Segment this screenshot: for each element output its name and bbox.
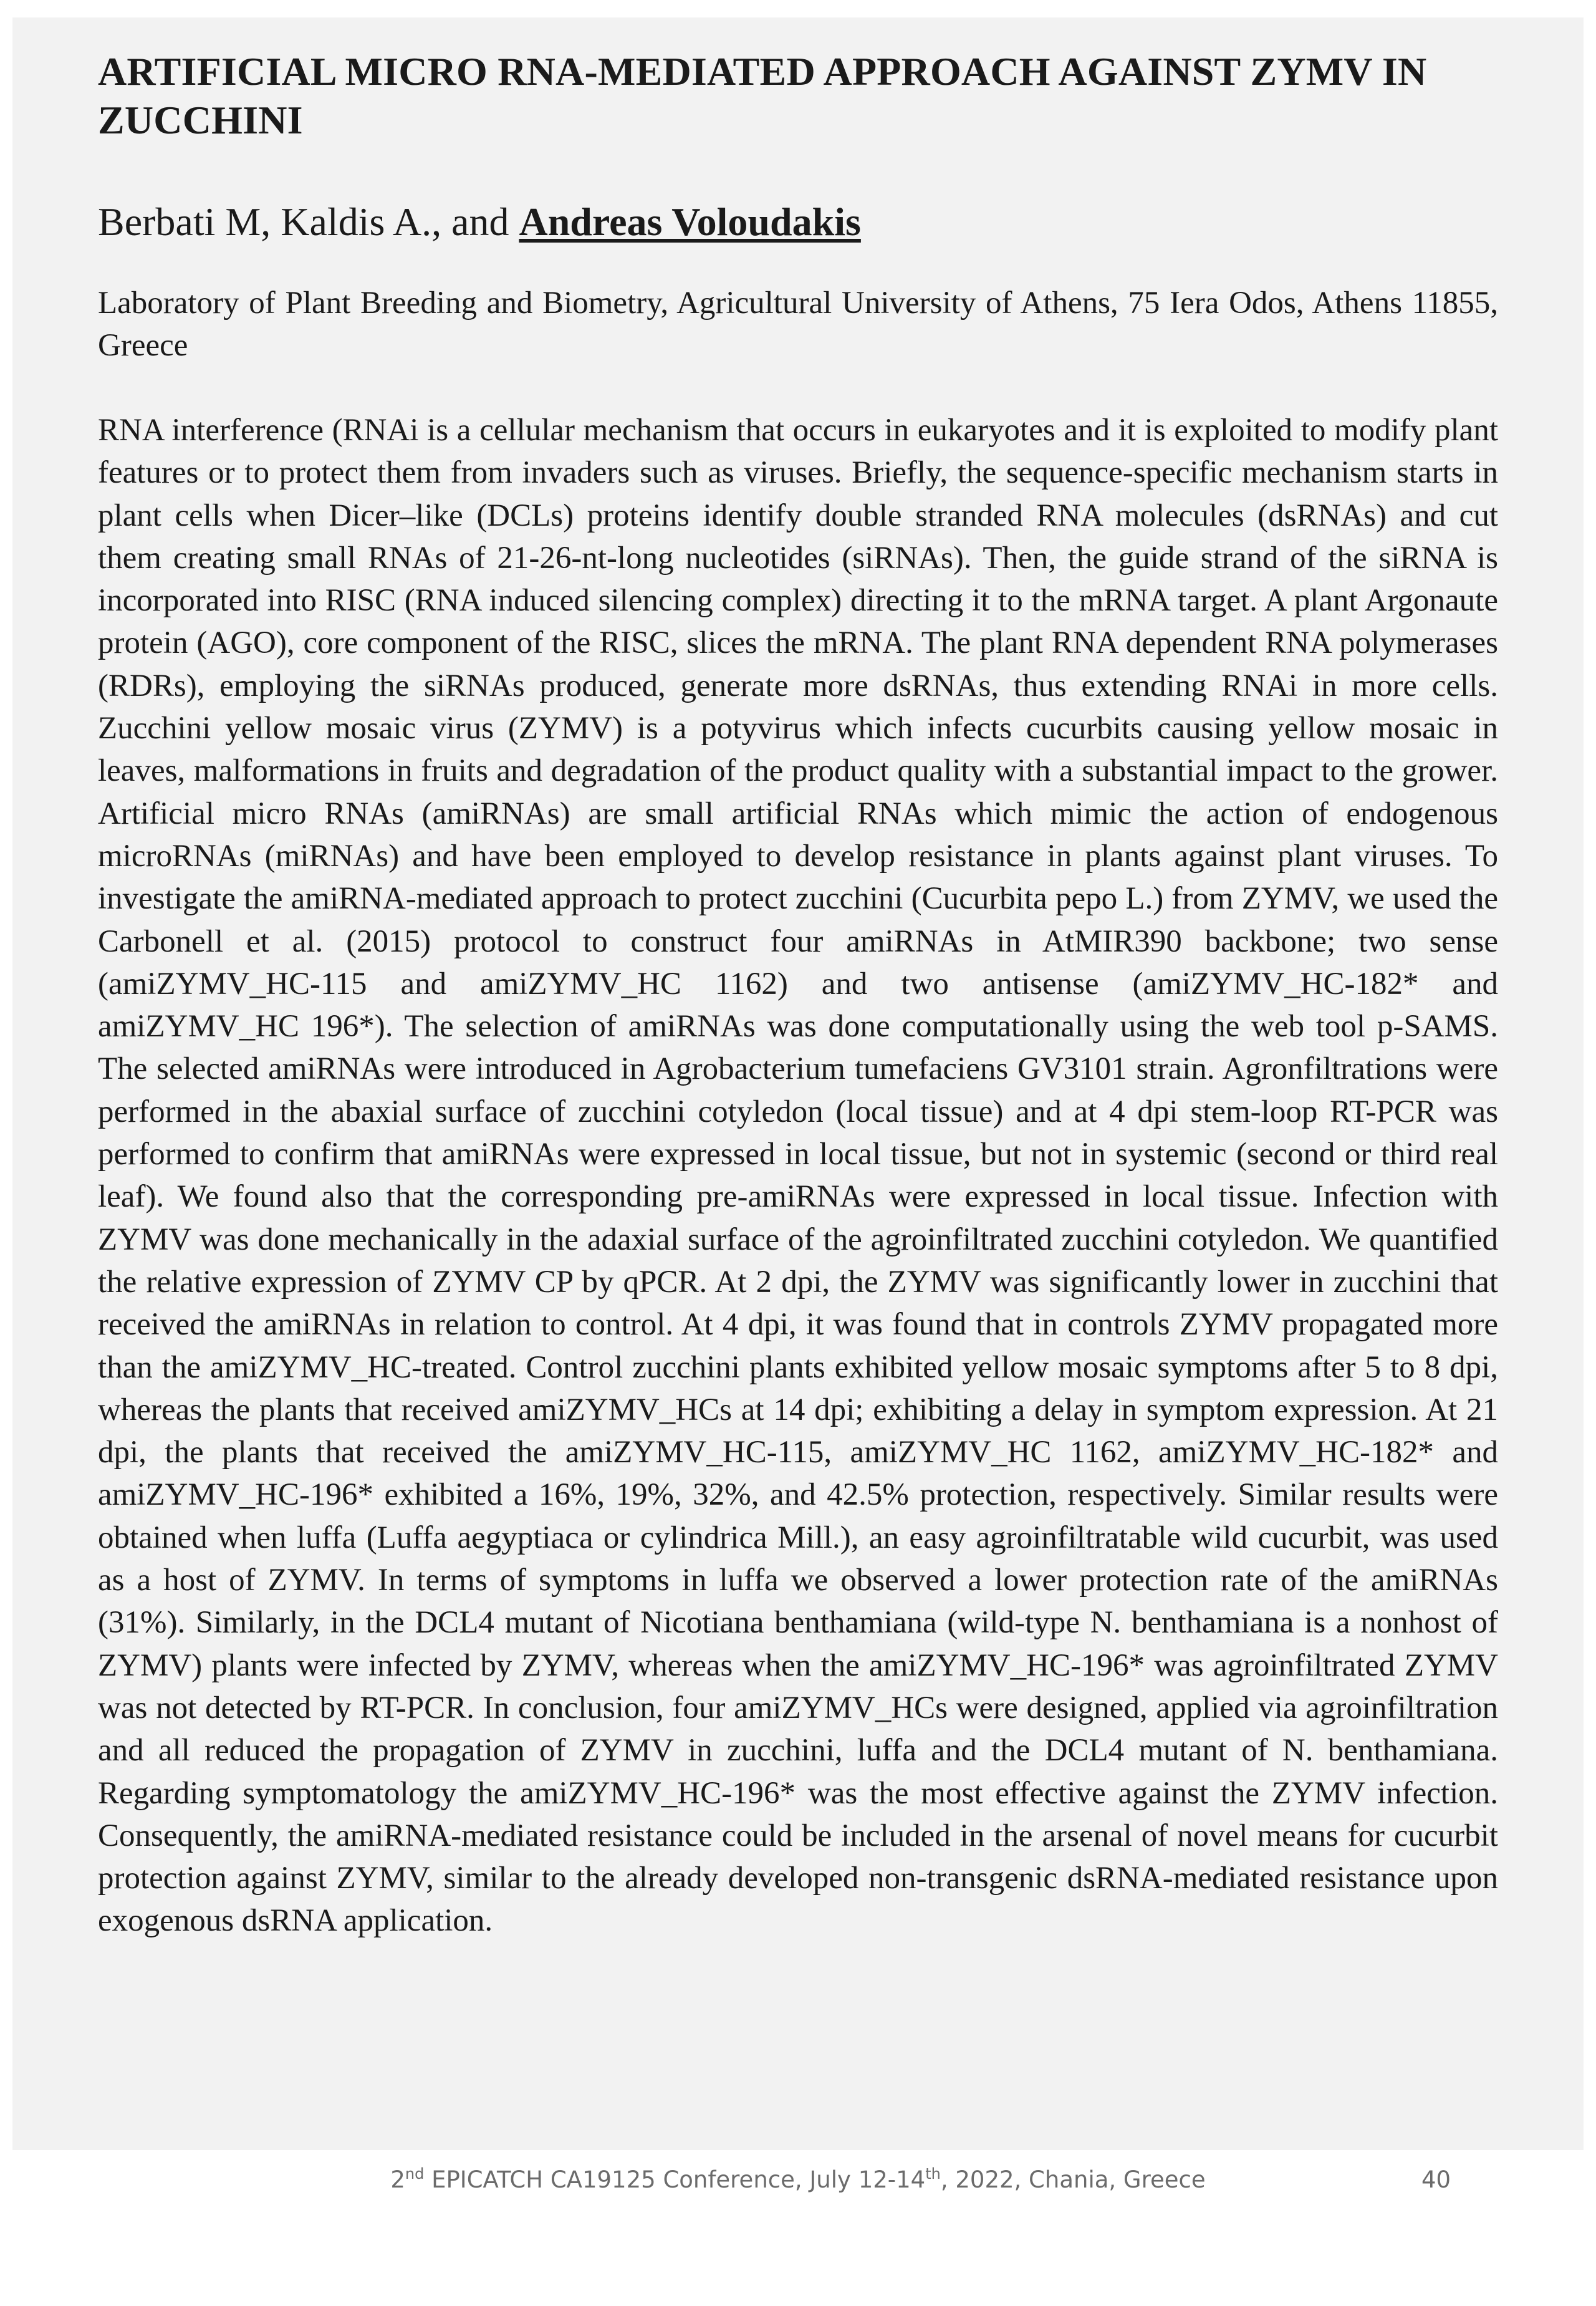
edition-suffix: nd xyxy=(405,2165,425,2183)
edition-number: 2 xyxy=(390,2166,405,2193)
date-suffix: th xyxy=(925,2165,941,2183)
conference-info xyxy=(0,2166,1596,2193)
page-number: 40 xyxy=(1421,2166,1451,2193)
affiliation: Laboratory of Plant Breeding and Biometry, Agricultural University of Athens, 75 Iera Odos, Athens 11855, Greece xyxy=(98,286,1498,363)
author-list xyxy=(98,198,1498,246)
paper-title: ARTIFICIAL MICRO RNA-MEDIATED APPROACH AGAINST ZYMV IN ZUCCHINI xyxy=(98,49,1427,142)
date-location: , 2022, Chania, Greece xyxy=(940,2166,1206,2193)
abstract-body: RNA interference (RNAi is a cellular mechanism that occurs in eukaryotes and it is exploited to modify plant features or to protect them from invaders such as viruses. Briefly, the sequence-specific mechanism starts in plant cells when Dicer–like (DCLs) proteins identify double stranded RNA molecules (dsRNAs) and cut them creating small RNAs of 21-26-nt-long nucleotides (siRNAs). Then, the guide strand of the siRNA is incorporated into RISC (RNA induced silencing complex) directing it to the mRNA target. A plant Argonaute protein (AGO), core component of the RISC, slices the mRNA. The plant RNA dependent RNA polymerases (RDRs), employing the siRNAs produced, generate more dsRNAs, thus extending RNAi in more cells. Zucchini yellow mosaic virus (ZYMV) is a potyvirus which infects cucurbits causing yellow mosaic in leaves, malformations in fruits and degradation of the product quality with a substantial impact to the grower. Artificial micro RNAs (amiRNAs) are small artificial RNAs which mimic the action of endogenous microRNAs (miRNAs) and have been employed to develop resistance in plants against plant viruses. To investigate the amiRNA-mediated approach to protect zucchini (Cucurbita pepo L.) from ZYMV, we used the Carbonell et al. (2015) protocol to construct four amiRNAs in AtMIR390 backbone; two sense (amiZYMV_HC-115 and amiZYMV_HC 1162) and two antisense (amiZYMV_HC-182* and amiZYMV_HC 196*). The selection of amiRNAs was done computationally using the web tool p-SAMS. The selected amiRNAs were introduced in Agrobacterium tumefaciens GV3101 strain. Agronfiltrations were performed in the abaxial surface of zucchini cotyledon (local tissue) and at 4 dpi stem-loop RT-PCR was performed to confirm that amiRNAs were expressed in local tissue, but not in systemic (second or third real leaf). We found also that the corresponding pre-amiRNAs were expressed in local tissue. Infection with ZYMV was done mechanically in the adaxial surface of the agroinfiltrated zucchini cotyledon. We quantified the relative expression of ZYMV CP by qPCR. At 2 dpi, the ZYMV was significantly lower in zucchini that received the amiRNAs in relation to control. At 4 dpi, it was found that in controls ZYMV propagated more than the amiZYMV_HC-treated. Control zucchini plants exhibited yellow mosaic symptoms after 5 to 8 dpi, whereas the plants that received amiZYMV_HCs at 14 dpi; exhibiting a delay in symptom expression. At 21 dpi, the plants that received the amiZYMV_HC-115, amiZYMV_HC 1162, amiZYMV_HC-182* and amiZYMV_HC-196* exhibited a 16%, 19%, 32%, and 42.5% protection, respectively. Similar results were obtained when luffa (Luffa aegyptiaca or cylindrica Mill.), an easy agroinfiltratable wild cucurbit, was used as a host of ZYMV. In terms of symptoms in luffa we observed a lower protection rate of the amiRNAs (31%). Similarly, in the DCL4 mutant of Nicotiana benthamiana (wild-type N. benthamiana is a nonhost of ZYMV) plants were infected by ZYMV, whereas when the amiZYMV_HC-196* was agroinfiltrated ZYMV was not detected by RT-PCR. In conclusion, four amiZYMV_HCs were designed, applied via agroinfiltration and all reduced the propagation of ZYMV in zucchini, luffa and the DCL4 mutant of N. benthamiana. Regarding symptomatology the amiZYMV_HC-196* was the most effective against the ZYMV infection. Consequently, the amiRNA-mediated resistance could be included in the arsenal of novel means for cucurbit protection against ZYMV, similar to the already developed non-transgenic dsRNA-mediated resistance upon exogenous dsRNA application. xyxy=(98,413,1498,1939)
page-footer xyxy=(0,2166,1596,2204)
conference-name: EPICATCH CA19125 Conference, July 12-14 xyxy=(424,2166,926,2193)
presenting-author: Andreas Voloudakis xyxy=(519,200,861,244)
abstract-panel xyxy=(12,17,1584,2150)
co-authors: Berbati M, Kaldis A., and xyxy=(98,200,519,244)
abstract-content xyxy=(98,47,1498,1942)
